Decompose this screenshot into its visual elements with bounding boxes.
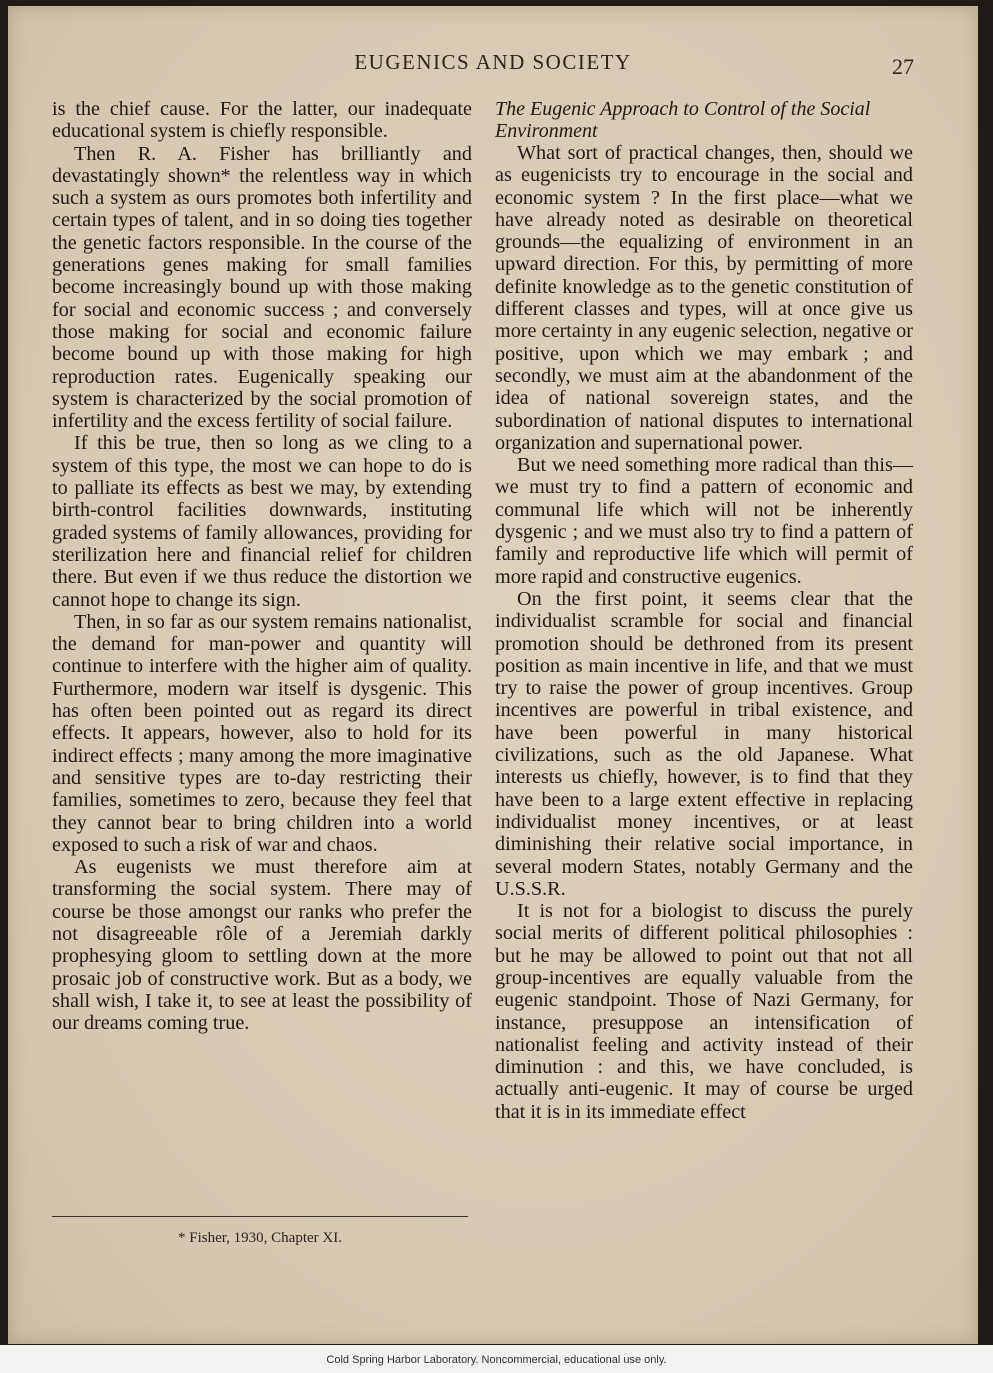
paragraph: What sort of practical changes, then, should we as eugenicists try to encourage in the social and economic system ? In the first place—what we have already noted as desirable on theoretical grounds—the equalizing of environment in an upward direction. For this, by permitting of more definite knowledge as to the genetic constitution of different classes and types, will at once give us more certainty in any eugenic selection, negative or positive, upon which we may embark ; and secondly, we must aim at the abandonment of the idea of national sovereign states, and the subordination of national disputes to international organization and supernational power. bbox=[495, 142, 913, 454]
footnote-rule bbox=[52, 1216, 468, 1217]
paragraph: is the chief cause. For the latter, our inadequate educational system is chiefly responsible. bbox=[52, 98, 472, 143]
paragraph: On the first point, it seems clear that the individualist scramble for social and financial promotion should be dethroned from its present position as main incentive in life, and that we must try to raise the power of group incentives. Group incentives are powerful in tribal existence, and have been powerful in many historical civilizations, such as the old Japanese. What interests us chiefly, however, is to find that they have been to a large extent effective in replacing individualist money incentives, or at least diminishing their relative social importance, in several modern States, notably Germany and the U.S.S.R. bbox=[495, 587, 913, 900]
paragraph: Then R. A. Fisher has brilliantly and devastatingly shown* the relentless way in which such a system as ours promotes both infertility and certain types of talent, and in so doing ties together the genetic factors responsible. In the course of the generations genes making for small families become increasingly bound up with those making for social and economic success ; and conversely those making for social and economic failure become bound up with those making for high reproduction rates. Eugenically speaking our system is characterized by the social promotion of infertility and the excess fertility of social failure. bbox=[52, 142, 472, 433]
page-number: 27 bbox=[892, 54, 914, 79]
paragraph: As eugenists we must therefore aim at transforming the social system. There may of course be those amongst our ranks who prefer the not disagreeable rôle of a Jeremiah darkly prophesying gloom to settling down at the more prosaic job of constructive work. But as a body, we shall wish, I take it, to see at least the possibility of our dreams coming true. bbox=[52, 856, 472, 1035]
running-title: EUGENICS AND SOCIETY bbox=[354, 50, 632, 74]
paragraph: It is not for a biologist to discuss the purely social merits of different political philosophies : but he may be allowed to point out that not all group-incentives are equally valuable from the eugenic standpoint. Those of Nazi Germany, for instance, presuppose an intensification of nationalist feeling and activity instead of their diminution : and this, we have concluded, is actually anti-eugenic. It may of course be urged that it is in its immediate effect bbox=[495, 900, 913, 1123]
paragraph: If this be true, then so long as we cling to a system of this type, the most we can hope to do is to palliate its effects as best we may, by extending birth-control facilities downwards, instituting graded systems of family allowances, providing for sterilization here and financial relief for children there. But even if we thus reduce the distortion we cannot hope to change its sign. bbox=[52, 432, 472, 611]
section-heading: The Eugenic Approach to Control of the Social Environment bbox=[495, 98, 871, 142]
credit-line: Cold Spring Harbor Laboratory. Noncommercial, educational use only. bbox=[326, 1354, 667, 1366]
page bbox=[8, 6, 978, 1344]
footnote: * Fisher, 1930, Chapter XI. bbox=[178, 1230, 342, 1246]
paragraph: But we need something more radical than this—we must try to find a pattern of economic and communal life which will not be inherently dysgenic ; and we must also try to find a pattern of family and reproductive life which will permit of more rapid and constructive eugenics. bbox=[495, 454, 913, 588]
paragraph: Then, in so far as our system remains nationalist, the demand for man-power and quantity will continue to interfere with the higher aim of quality. Furthermore, modern war itself is dysgenic. This has often been pointed out as regard its direct effects. It appears, however, also to hold for its indirect effects ; many among the more imaginative and sensitive types are to-day restricting their families, sometimes to zero, because they feel that they cannot bear to bring children into a world exposed to such a risk of war and chaos. bbox=[52, 610, 472, 856]
left-column bbox=[52, 98, 472, 1034]
right-column bbox=[495, 98, 913, 1123]
